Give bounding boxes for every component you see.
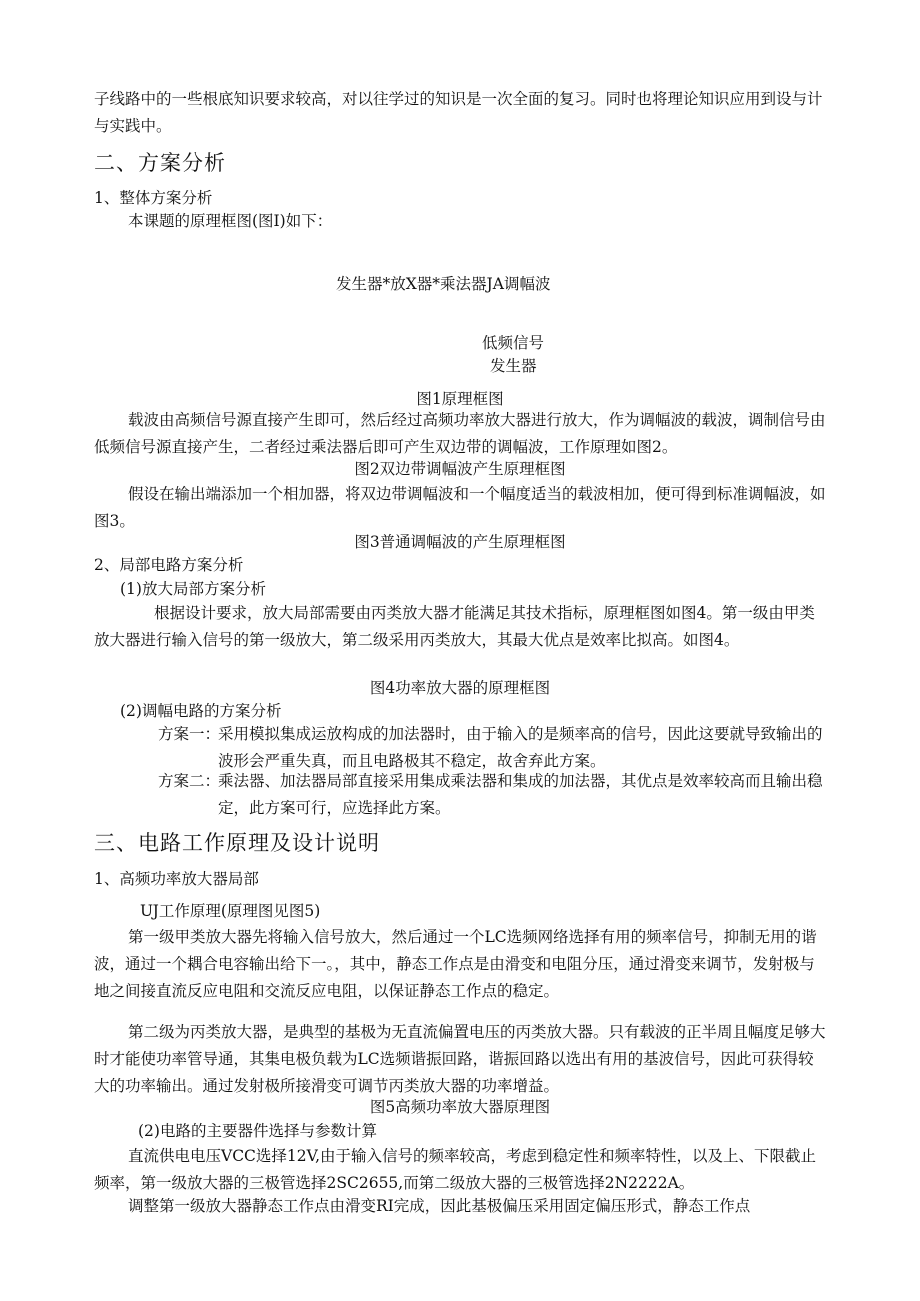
subsection-modulation: (2)调幅电路的方案分析 [120,702,282,720]
figure-caption-5: 图5高频功率放大器原理图 [369,1098,551,1116]
diagram-text-line2: 低频信号 [482,334,545,352]
plan-two-label: 方案二： [158,772,221,790]
paragraph-bias: 调整第一级放大器静态工作点由滑变RI完成，因此基极偏压采用固定偏压形式，静态工作点 [128,1197,751,1215]
paragraph-vcc: 直流供电电压VCC选择12V,由于输入信号的频率较高，考虑到稳定性和频率特性，以及上、下限截止频率，第一级放大器的三极管选择2SC2655,而第二级放大器的三极管选择2N2222A。 [94,1147,817,1192]
paragraph-intro: 子线路中的一些根底知识要求较高，对以往学过的知识是一次全面的复习。同时也将理论知识应用到设与计与实践中。 [94,90,823,135]
figure-caption-2: 图2双边带调幅波产生原理框图 [354,460,566,478]
diagram-text-line1: 发生器*放X器*乘法器JA调幅波 [336,275,551,293]
section-overall-scheme: 1、整体方案分析 [94,189,213,207]
overall-scheme-intro: 本课题的原理框图(图I)如下： [128,212,333,230]
plan-one-label: 方案一： [158,725,221,743]
figure-caption-4: 图4功率放大器的原理框图 [369,679,551,697]
paragraph-carrier: 载波由高频信号源直接产生即可，然后经过高频功率放大器进行放大，作为调幅波的载波，调制信号由低频信号源直接产生，二者经过乘法器后即可产生双边带的调幅波，工作原理如图2。 [94,411,826,456]
paragraph-stage-two: 第二级为丙类放大器，是典型的基极为无直流偏置电压的丙类放大器。只有载波的正半周且幅度足够大时才能使功率管导通，其集电极负载为LC选频谐振回路，谐振回路以选出有用的基波信号，因此可获得较大的功率输出。通过发射极所接滑变可调节丙类放大器的功率增益。 [94,1023,826,1095]
plan-one-text: 采用模拟集成运放构成的加法器时，由于输入的是频率高的信号，因此这要就导致输出的波形会严重失真，而且电路极其不稳定，故舍弃此方案。 [218,725,823,770]
paragraph-amplifier: 根据设计要求，放大局部需要由丙类放大器才能满足其技术指标，原理框图如图4。第一级由甲类放大器进行输入信号的第一级放大，第二级采用丙类放大，其最大优点是效率比拟高。如图4。 [94,604,815,649]
subsection-component-selection: (2)电路的主要器件选择与参数计算 [138,1122,377,1140]
figure-caption-3: 图3普通调幅波的产生原理框图 [354,533,566,551]
paragraph-adder: 假设在输出端添加一个相加器，将双边带调幅波和一个幅度适当的载波相加，便可得到标准调幅波，如图3。 [94,485,826,530]
heading-circuit-principle: 三、电路工作原理及设计说明 [94,831,380,855]
paragraph-stage-one: 第一级甲类放大器先将输入信号放大，然后通过一个LC选频网络选择有用的频率信号，抑制无用的谐波，通过一个耦合电容输出给下一。，其中，静态工作点是由滑变和电阻分压，通过滑变来调节，发射极与地之间接直流反应电阻和交流反应电阻，以保证静态工作点的稳定。 [94,928,817,1000]
heading-scheme-analysis: 二、方案分析 [94,151,226,175]
section-local-circuit: 2、局部电路方案分析 [94,556,244,574]
figure-caption-1: 图1原理框图 [416,390,504,408]
subsection-working-principle: UJ工作原理(原理图见图5) [140,902,321,920]
subsection-amplifier: (1)放大局部方案分析 [120,580,266,598]
plan-two-text: 乘法器、加法器局部直接采用集成乘法器和集成的加法器，其优点是效率较高而且输出稳定，此方案可行，应选择此方案。 [218,772,823,817]
section-hf-amplifier: 1、高频功率放大器局部 [94,870,259,888]
diagram-text-line3: 发生器 [490,357,537,375]
